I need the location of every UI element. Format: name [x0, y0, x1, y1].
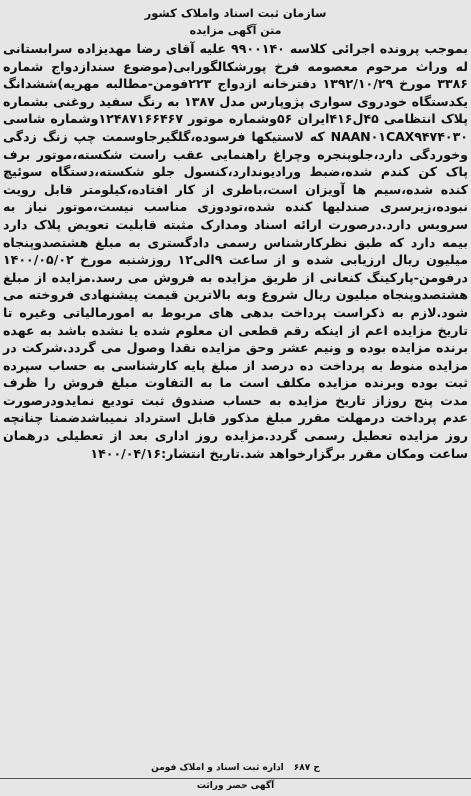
divider: [0, 778, 471, 779]
notice-body: [3, 40, 468, 462]
notice-footer: [0, 763, 471, 773]
notice-text: بموجب پرونده اجرائی کلاسه ۹۹۰۰۱۴۰ علیه آقای رضا مهدیزاده سرابستانی له وراث مرحوم معصومه فرخ پورشکالگورابی(موضوع سندازدواج شماره ۳۳۸۶ مورخ ۱۳۹۲/۱۰/۲۹ دفترخانه ازدواج ۲۲۳فومن-مطالبه مهریه)ششدانگ یکدستگاه خودروی سواری پژوپارس مدل ۱۳۸۷ به رنگ سفید روغنی بشماره پلاک انتظامی ۴۵ل۴۱۶ایران ۵۶وشماره موتور ۱۲۴۸۷۱۶۶۴۶۷وشماره شاسی NAAN۰۱CAX۹۴۷۴۰۳۰ که لاستیکها فرسوده،گلگیرجاوسمت چپ زنگ زدگی وخوردگی دارد،جلوپنجره وچراغ راهنمایی عقب راست شکسته،موتور برف پاک کن کندم شده،ضبط وراديوندارد،کنسول جلو شکسته،دستگاه سوئيچ کنده شده،سیم ها آویزان است،باطری از کار افتاده،کیلومتر قابل رویت نبوده،زیرسری صندلیها کنده شده،تودوزی مناسب نیست،موتور نیاز به سرویس دارد.درصورت ارائه اسناد ومدارک مثبته قابلیت تعویض پلاک دارد بیمه دارد که طبق نظرکارشناس رسمی دادگستری به مبلغ هشتصدوپنجاه میلیون ریال ارزیابی شده و از ساعت ۹الی۱۲ روزشنبه مورخ ۱۴۰۰/۰۵/۰۲ درفومن-پارکینگ کنعانی از طریق مزایده به فروش می رسد.مزایده از مبلغ هشتصدوپنجاه میلیون ریال شروع وبه بالاترین قیمت پیشنهادی فروخته می شود.لازم به ذکراست پرداخت بدهی های مربوط به امورمالیاتی وغیره تا تاریخ مزایده اعم از اینکه رقم قطعی ان معلوم شده یا نشده باشد به عهده برنده مزایده بوده و ونیم عشر وحق مزایده نقدا وصول می گردد.شرکت در مزایده منوط به پرداخت ده درصد از مبلغ پایه کارشناسی به حساب سپرده ثبت بوده وبرنده مزایده مکلف است ما به التفاوت مبلغ فروش را ظرف مدت پنج روزاز تاریخ مزایده به حساب صندوق ثبت توديع نمايدودرصورت عدم پرداخت درمهلت مقرر مبلغ مذکور قابل استرداد نمیباشدضمنا چنانچه روز مزایده تعطیل رسمی گردد.مزایده روز اداری بعد از تعطیلی درهمان ساعت ومکان مقرر برگزارخواهد شد.تاریخ انتشار:۱۴۰۰/۰۴/۱۶: [3, 41, 468, 461]
notice-header: [0, 6, 471, 38]
notice-subtitle: متن آگهی مزایده: [189, 24, 282, 37]
notice-code: ح ۶۸۷: [293, 763, 320, 773]
next-notice-title: آگهی حصر وراثت: [196, 781, 275, 791]
organization-title: سازمان ثبت اسناد واملاک کشور: [144, 6, 327, 20]
issuing-office: اداره ثبت اسناد و املاک فومن: [151, 763, 284, 773]
